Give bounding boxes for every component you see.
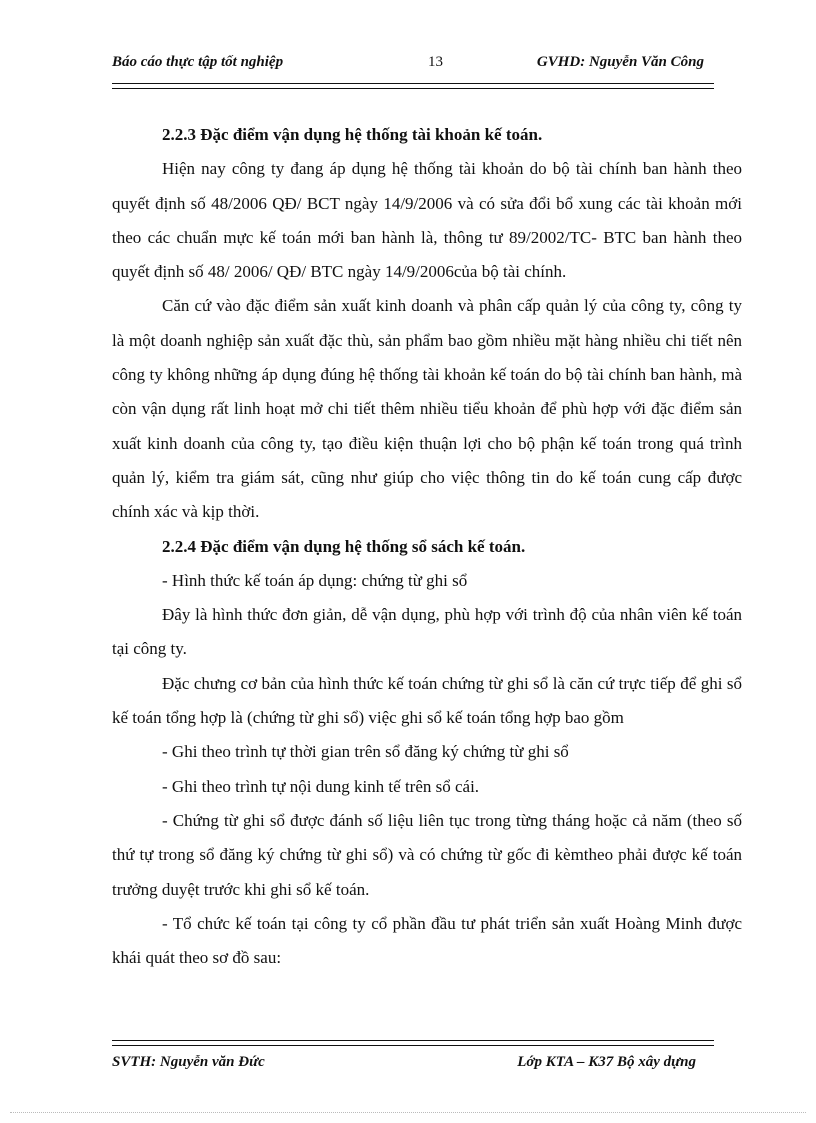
report-title: Báo cáo thực tập tốt nghiệp — [112, 54, 284, 70]
document-body — [112, 118, 742, 975]
student-name: SVTH: Nguyễn văn Đức — [112, 1054, 265, 1070]
page-header — [112, 50, 714, 76]
section-heading-2-2-4: 2.2.4 Đặc điểm vận dụng hệ thống sổ sách kế toán. — [162, 536, 526, 556]
footer-rule — [112, 1040, 714, 1046]
section-heading-2-2-3: 2.2.3 Đặc điểm vận dụng hệ thống tài khoản kế toán. — [162, 125, 543, 144]
paragraph: Đây là hình thức đơn giản, dễ vận dụng, phù hợp với trình độ của nhân viên kế toán tại công ty. — [112, 605, 742, 659]
header-rule — [112, 83, 714, 89]
page-bottom-border — [10, 1112, 806, 1113]
supervisor-name: GVHD: Nguyễn Văn Công — [536, 54, 704, 70]
paragraph: Hiện nay công ty đang áp dụng hệ thống tài khoản do bộ tài chính ban hành theo quyết định số 48/2006 QĐ/ BCT ngày 14/9/2006 và có sửa đổi bổ xung các tài khoản mới theo các chuẩn mực kế toán mới ban hành là, thông tư 89/2002/TC- BTC ban hành theo quyết định số 48/ 2006/ QĐ/ BTC ngày 14/9/2006của bộ tài chính. — [112, 159, 742, 282]
list-item: - Chứng từ ghi sổ được đánh số liệu liên tục trong từng tháng hoặc cả năm (theo số thứ tự trong sổ đăng ký chứng từ ghi sổ) và có chứng từ gốc đi kèmtheo phải được kế toán trưởng duyệt trước khi ghi sổ kế toán. — [112, 810, 742, 899]
list-item: - Ghi theo trình tự thời gian trên sổ đăng ký chứng từ ghi sổ — [162, 742, 569, 762]
paragraph: Căn cứ vào đặc điểm sản xuất kinh doanh và phân cấp quản lý của công ty, công ty là một doanh nghiệp sản xuất đặc thù, sản phẩm bao gồm nhiều mặt hàng nhiều chi tiết nên công ty không những áp dụng đúng hệ thống tài khoản kế toán do bộ tài chính ban hành, mà còn vận dụng rất linh hoạt mở chi tiết thêm nhiều tiểu khoản để phù hợp với đặc điểm sản xuất kinh doanh của công ty, tạo điều kiện thuận lợi cho bộ phận kế toán trong quá trình quản lý, kiểm tra giám sát, cũng như giúp cho việc thông tin do kế toán cung cấp được chính xác và kịp thời. — [112, 296, 742, 522]
list-item: - Hình thức kế toán áp dụng: chứng từ ghi sổ — [162, 570, 468, 590]
page-number: 13 — [428, 54, 443, 70]
list-item: - Ghi theo trình tự nội dung kinh tế trên sổ cái. — [162, 776, 480, 796]
list-item: - Tổ chức kế toán tại công ty cổ phần đầu tư phát triển sản xuất Hoàng Minh được khái quát theo sơ đồ sau: — [112, 913, 742, 968]
paragraph: Đặc chưng cơ bản của hình thức kế toán chứng từ ghi sổ là căn cứ trực tiếp để ghi sổ kế toán tổng hợp là (chứng từ ghi sổ) việc ghi sổ kế toán tổng hợp bao gồm — [112, 673, 742, 728]
class-name: Lớp KTA – K37 Bộ xây dựng — [517, 1054, 696, 1070]
page-footer — [112, 1050, 718, 1076]
